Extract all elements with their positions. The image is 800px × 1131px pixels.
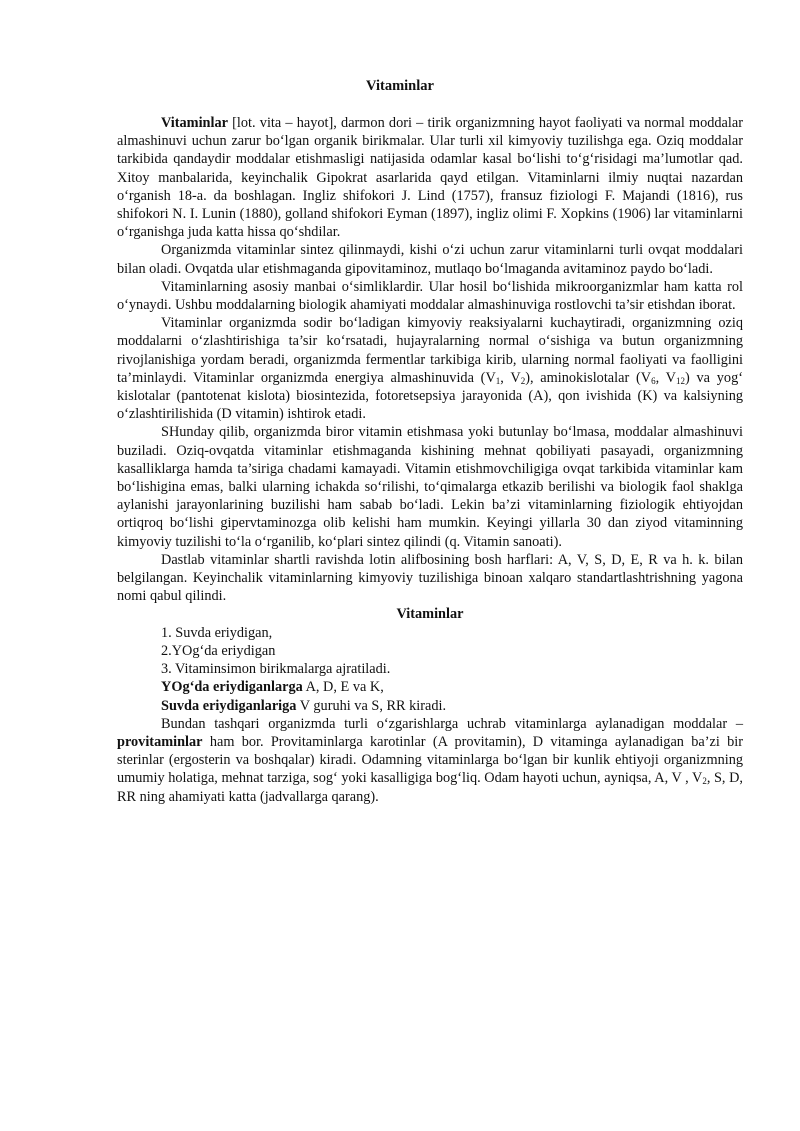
section-heading: Vitaminlar bbox=[396, 606, 464, 623]
paragraph-provitamins bbox=[117, 715, 743, 806]
fat-soluble-label: YOg‘da eriydiganlarga bbox=[161, 679, 303, 696]
paragraph-sources: Vitaminlarning asosiy manbai o‘simliklardir. Ular hosil bo‘lishida mikroorganizmlar ham katta rol o‘ynaydi. Ushbu moddalarning biologik ahamiyati moddalar almashinuviga rostlovchi ta’sir etishdan iborat. bbox=[117, 278, 743, 314]
list-item: 3. Vitaminsimon birikmalarga ajratiladi. bbox=[161, 661, 391, 678]
list-item: 2.YOg‘da eriydigan bbox=[161, 642, 276, 659]
water-soluble-text: V guruhi va S, RR kiradi. bbox=[296, 697, 447, 714]
list-item: 1. Suvda eriydigan, bbox=[161, 624, 273, 641]
term-vitaminlar: Vitaminlar bbox=[161, 115, 228, 131]
water-soluble-line bbox=[161, 697, 743, 715]
functions-text-5: ) va yog‘ kislotalar (pantotenat kislota) biosintezida, fotoretsepsiya jarayonida (A), qon ivishida (K) va kalsiyning o‘zlashtirilishida (D vitamin) ishtirok etadi. bbox=[117, 369, 743, 423]
functions-text-4: , V bbox=[655, 369, 676, 386]
fat-soluble-line bbox=[161, 678, 743, 696]
paragraph-deficiency: SHunday qilib, organizmda biror vitamin etishmasa yoki butunlay bo‘lmasa, moddalar almashinuvi buziladi. Oziq-ovqatda vitaminlar etishmaganda kishining mehnat qobiliyati pasayadi, organizmning kasalliklarga hamda ta’siriga chadami kamayadi. Vitamin etishmovchiligiga ovqat tarkibida vitaminlar kam bo‘lishigina emas, balki ularning ichakda so‘rilishi, to‘qimalarga etkazib berilishi va biologik faol shaklga aylanishi jarayonlarining buzilishi ham sabab bo‘ladi. Lekin ba’zi vitaminlarning fiziologik ehtiyojdan ortiqroq bo‘lishi gipervtaminozga olib kelishi ham mumkin. Keyingi yillarla 30 dan ziyod vitaminning kimyoviy tuzilishi to‘la o‘rganilib, ko‘plari sintez qilindi (q. Vitamin sanoati). bbox=[117, 424, 743, 550]
paragraph-synthesis: Organizmda vitaminlar sintez qilinmaydi, kishi o‘zi uchun zarur vitaminlarni turli ovqat moddalari bilan oladi. Ovqatda ular etishmaganda gipovitaminoz, mutlaqo bo‘lmaganda avitaminoz paydo bo‘ladi. bbox=[117, 242, 743, 277]
subscript: 12 bbox=[675, 375, 685, 386]
provitamins-text-2: ham bor. Provitaminlarga karotinlar (A provitamin), D vitaminga aylanadigan ba’zi bir sterinlar (ergosterin va boshqalar) kiradi. Odamning vitaminlarga bo‘lgan bir kunlik ehtiyoji organizmning umumiy holatiga, mehnat tarziga, sog‘ yoki kasalligiga bog‘liq. Odam hayoti uchun, ayniqsa, A, V , V bbox=[117, 733, 743, 787]
definition-text: [lot. vita – hayot], darmon dori – tirik organizmning hayot faoliyati va normal moddalar almashinuvi uchun zarur bo‘lgan organik birikmalar. Ular turli xil kimyoviy tuzilishga ega. Oziq moddalar tarkibida qandaydir moddalar etishmasligi natijasida odamlar kasal bo‘lishi to‘g‘risidagi ma’lumotlar qad. Xitoy manbalarida, keyinchalik Gipokrat asarlarida qayd etilgan. Vitaminlarni ilmiy nuqtai nazardan o‘rganish 18-a. da boshlagan. Ingliz shifokori J. Lind (1757), fransuz fiziologi F. Majandi (1816), rus shifokori N. I. Lunin (1880), golland shifokori Eyman (1897), ingliz olimi F. Xopkins (1906) lar vitaminlarni o‘rganishga juda katta hissa qo‘shdilar. bbox=[117, 115, 743, 241]
paragraph-definition bbox=[117, 114, 743, 241]
document-title: Vitaminlar bbox=[366, 78, 434, 94]
functions-text-3: ), aminokislotalar (V bbox=[525, 369, 652, 386]
subscript: 2 bbox=[702, 776, 707, 787]
document-body bbox=[117, 114, 743, 806]
water-soluble-label: Suvda eriydiganlariga bbox=[161, 697, 297, 714]
fat-soluble-text: A, D, E va K, bbox=[302, 679, 384, 696]
provitamins-text-3: , S, D, RR ning ahamiyati katta (jadvallarga qarang). bbox=[117, 770, 743, 805]
subscript: 6 bbox=[651, 375, 656, 386]
subscript: 1 bbox=[495, 375, 501, 386]
paragraph-naming: Dastlab vitaminlar shartli ravishda lotin alifbosining bosh harflari: A, V, S, D, E, R va h. k. bilan belgilangan. Keyinchalik vitaminlarning kimyoviy tuzilishiga binoan xalqaro standartlashtrishning yagona nomi qabul qilindi. bbox=[117, 551, 743, 605]
functions-text-2: , V bbox=[500, 369, 521, 386]
subscript: 2 bbox=[520, 375, 526, 386]
paragraph-functions bbox=[117, 314, 743, 423]
functions-text-1: Vitaminlar organizmda sodir bo‘ladigan kimyoviy reaksiyalarni kuchaytiradi, organizmning oziq moddalarni o‘zlashtirishiga ta’sir ko‘rsatadi, hujayralarning normal o‘sishiga va butun organizmning rivojlanishiga yordam beradi, organizmda fermentlar tarkibiga kirib, ularning normal faoliyati va faolligini ta’minlaydi. Vitaminlar organizmda energiya almashinuvida (V bbox=[117, 315, 743, 386]
provitamins-text-1: Bundan tashqari organizmda turli o‘zgarishlarga uchrab vitaminlarga aylanadigan moddalar – bbox=[161, 715, 743, 732]
term-provitaminlar: provitaminlar bbox=[117, 733, 203, 750]
